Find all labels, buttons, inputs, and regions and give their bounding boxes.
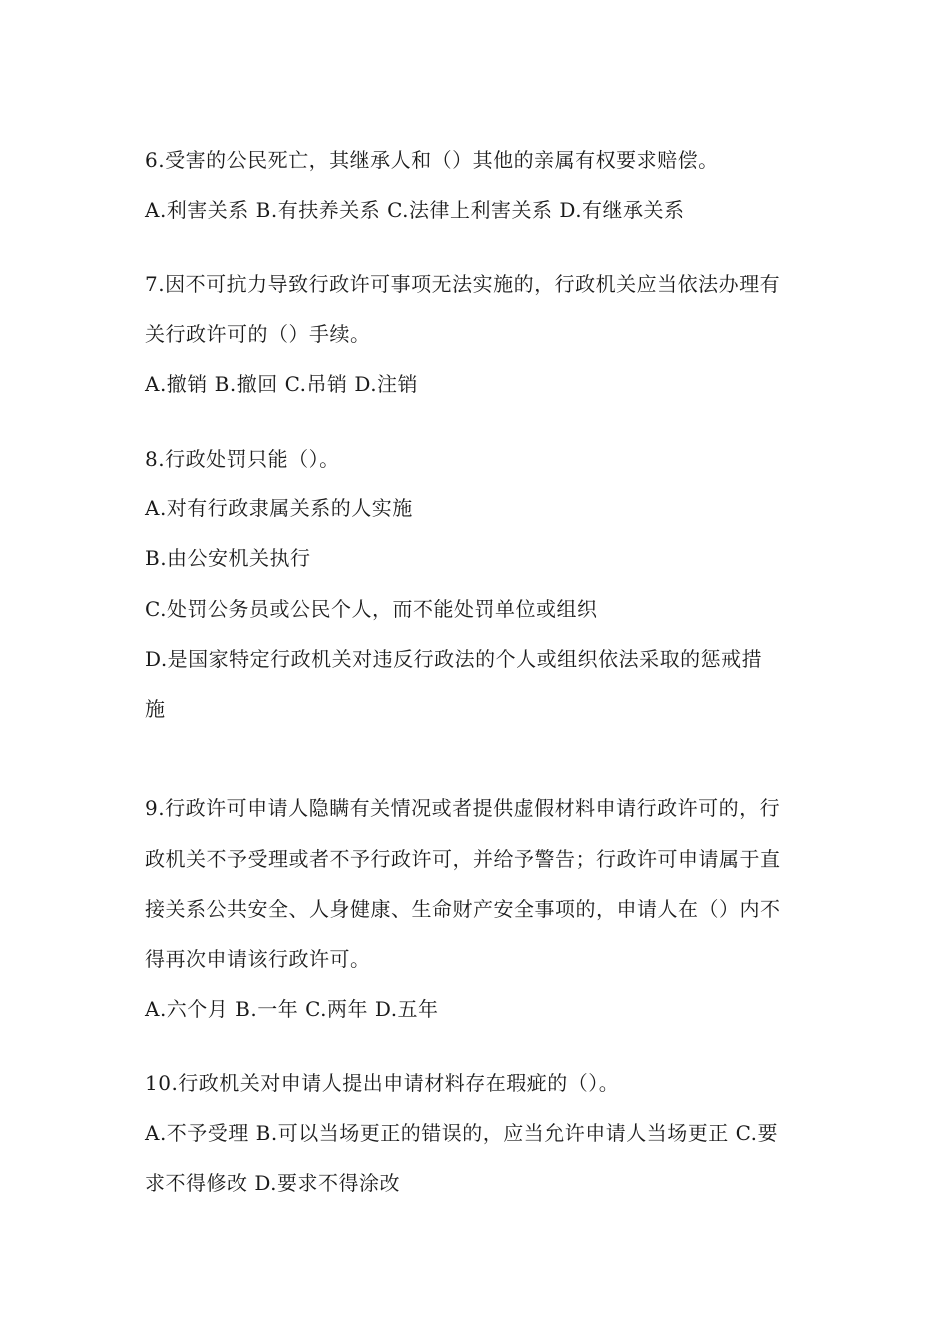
question-7-stem-line-2: 关行政许可的（）手续。: [145, 322, 371, 346]
question-9-stem-line-3: 接关系公共安全、人身健康、生命财产安全事项的，申请人在（）内不: [145, 897, 781, 921]
question-8-option-b: B.由公安机关执行: [145, 546, 311, 570]
question-6-stem: 6.受害的公民死亡，其继承人和（）其他的亲属有权要求赔偿。: [145, 148, 719, 172]
question-6-options: A.利害关系 B.有扶养关系 C.法律上利害关系 D.有继承关系: [145, 198, 685, 222]
question-8-option-a: A.对有行政隶属关系的人实施: [145, 496, 413, 520]
question-8-option-d-line-2: 施: [145, 697, 166, 721]
question-10-stem: 10.行政机关对申请人提出申请材料存在瑕疵的（）。: [145, 1071, 620, 1095]
question-7-options: A.撤销 B.撤回 C.吊销 D.注销: [145, 372, 419, 396]
question-7-stem-line-1: 7.因不可抗力导致行政许可事项无法实施的，行政机关应当依法办理有: [145, 272, 781, 296]
question-8-option-d-line-1: D.是国家特定行政机关对违反行政法的个人或组织依法采取的惩戒措: [145, 647, 763, 671]
question-9-stem-line-4: 得再次申请该行政许可。: [145, 947, 371, 971]
question-10-options-line-1: A.不予受理 B.可以当场更正的错误的，应当允许申请人当场更正 C.要: [145, 1121, 779, 1145]
question-9-stem-line-2: 政机关不予受理或者不予行政许可，并给予警告；行政许可申请属于直: [145, 847, 781, 871]
question-8-option-c: C.处罚公务员或公民个人，而不能处罚单位或组织: [145, 597, 598, 621]
question-10-options-line-2: 求不得修改 D.要求不得涂改: [145, 1171, 401, 1195]
question-8-stem: 8.行政处罚只能（）。: [145, 447, 340, 471]
question-9-stem-line-1: 9.行政许可申请人隐瞒有关情况或者提供虚假材料申请行政许可的，行: [145, 796, 781, 820]
question-9-options: A.六个月 B.一年 C.两年 D.五年: [145, 997, 439, 1021]
